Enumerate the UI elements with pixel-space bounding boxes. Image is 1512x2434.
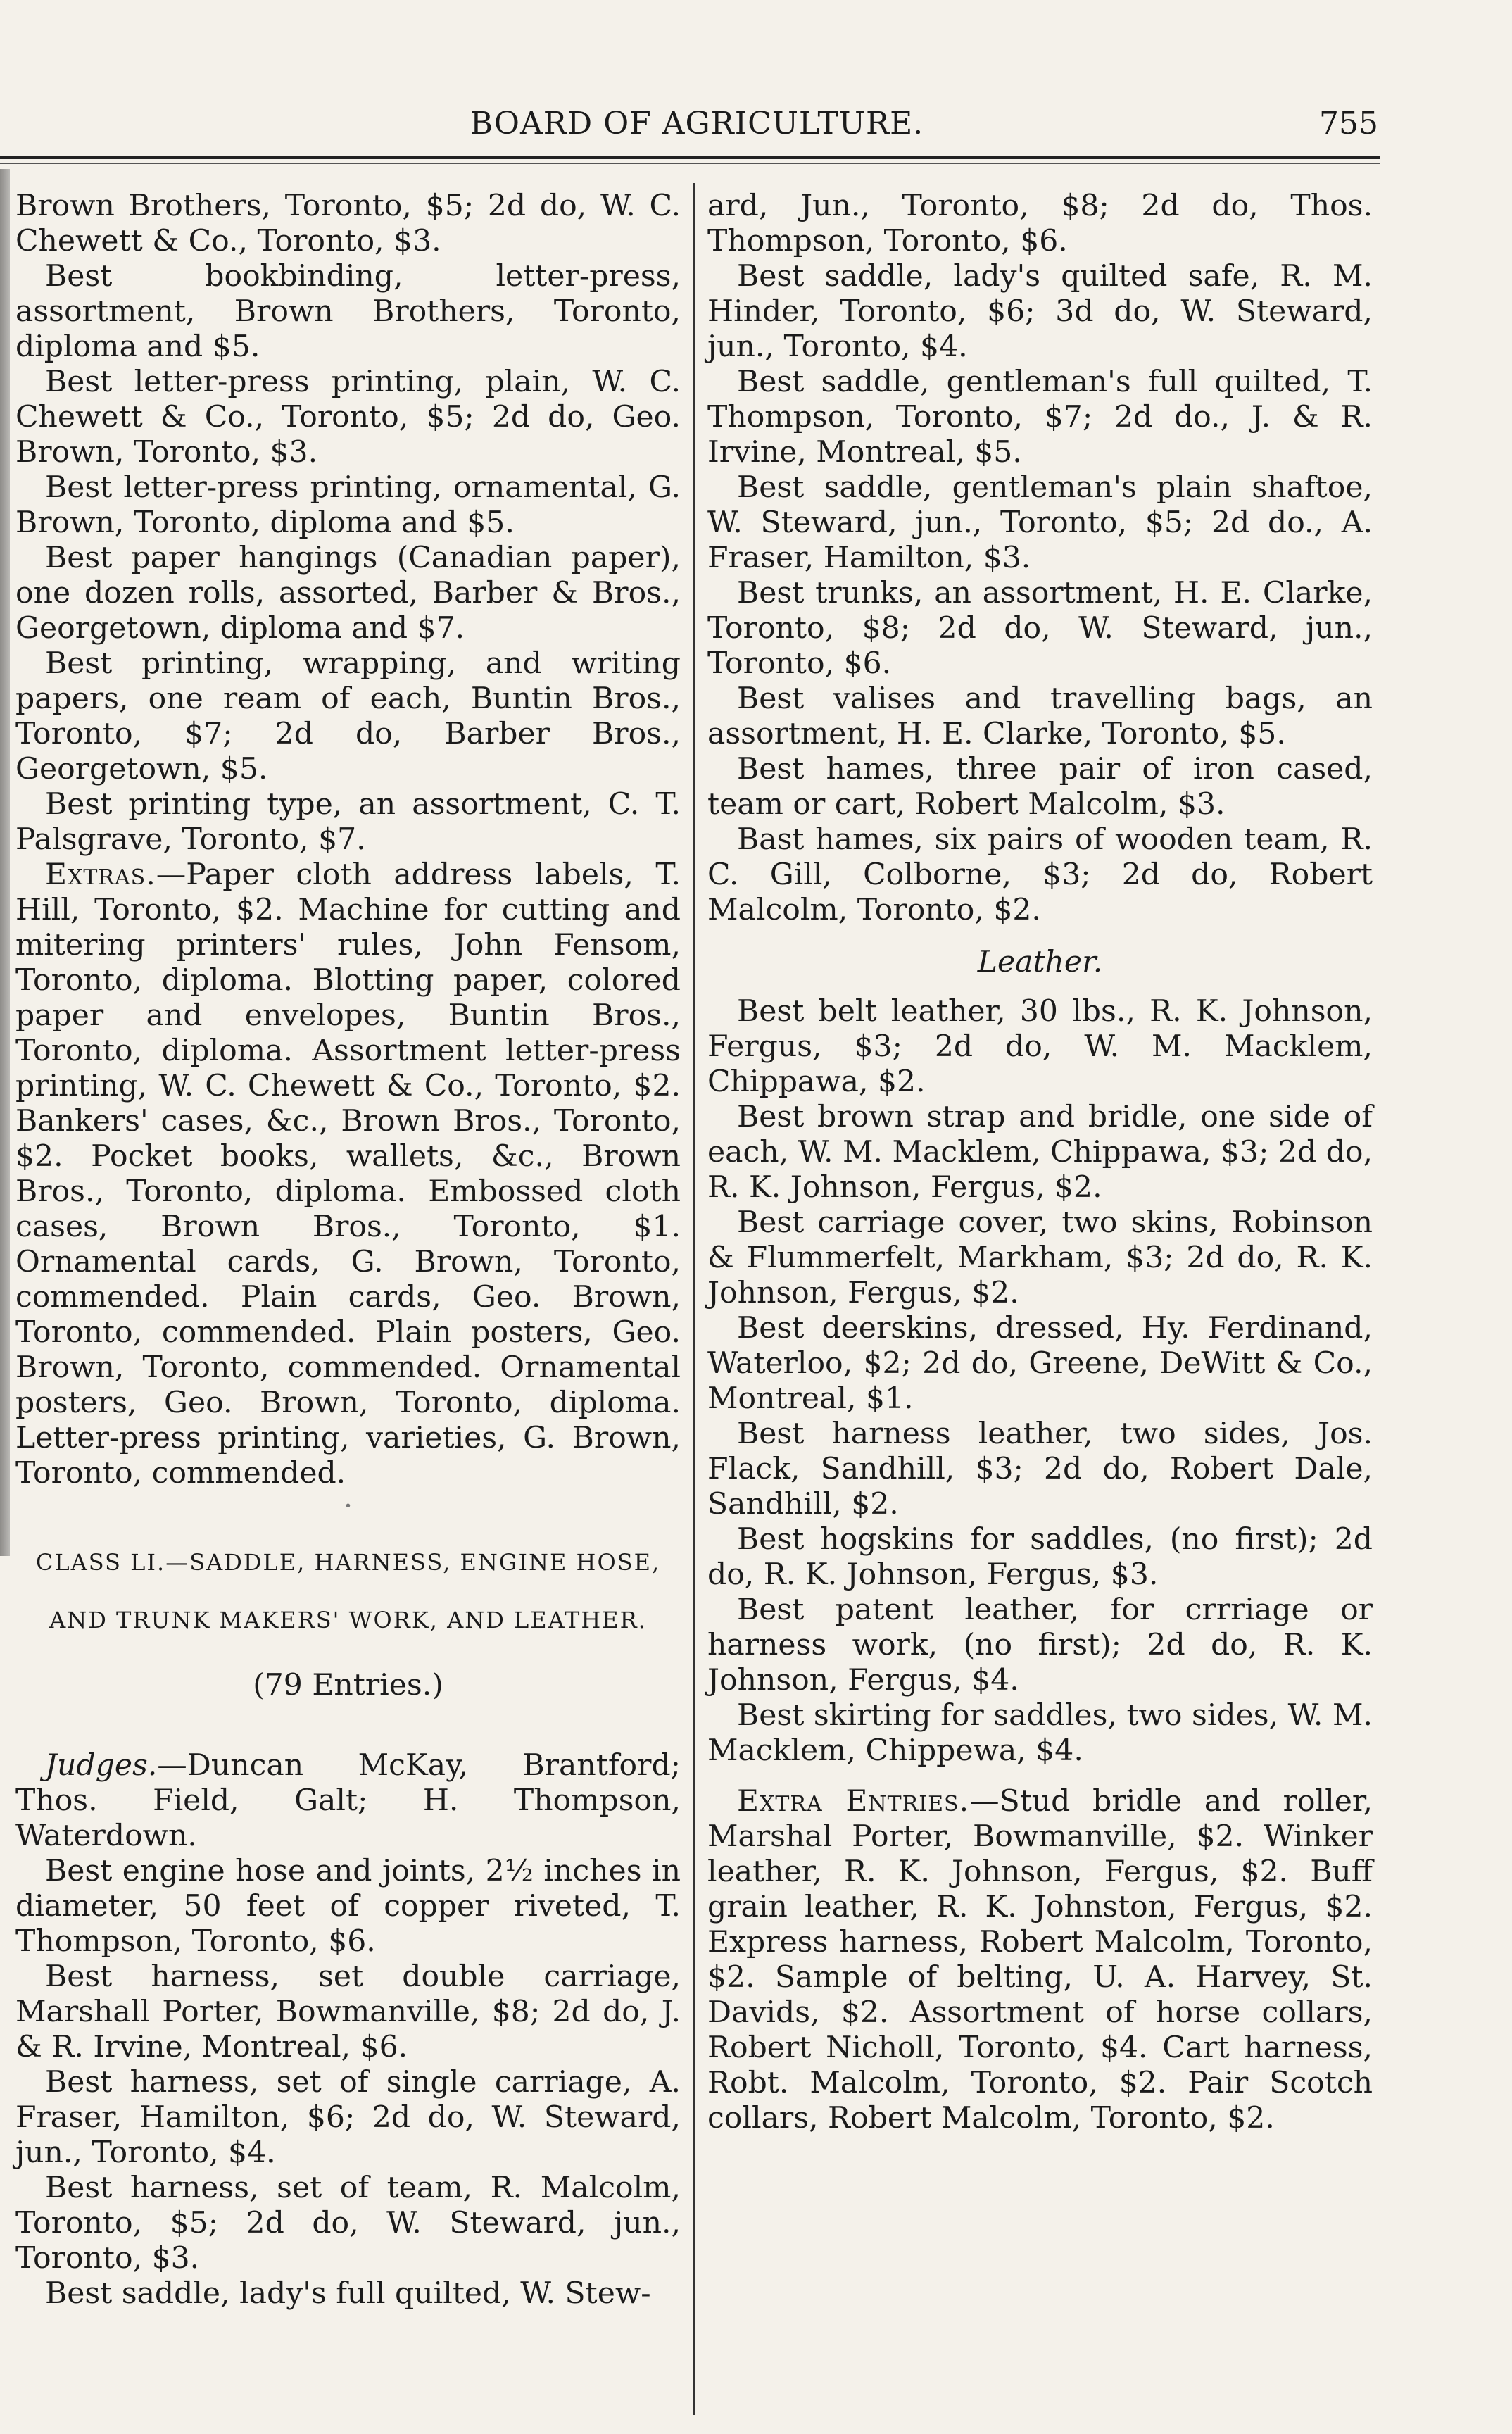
extra-entries-text: —Stud bridle and roller, Marshal Porter, Bowmanville, $2. Winker leather, R. K. Johnson, Fergus, $2. Buff grain leather, R. K. Johnston, Fergus, $2. Express harness, Robert Malcolm, Toronto, $2. Sample of belting, U. A. Harvey, St. Davids, $2. Assortment of horse collars, Robert Nicholl, Toronto, $4. Cart harness, Robt. Malcolm, Toronto, $2. Pair Scotch collars, Robert Malcolm, Toronto, $2. xyxy=(707,1784,1373,2135)
paragraph: Best harness, set double carriage, Marshall Porter, Bowmanville, $8; 2d do, J. & R. Irvine, Montreal, $6. xyxy=(15,1959,681,2064)
paragraph: Best saddle, lady's quilted safe, R. M. Hinder, Toronto, $6; 3d do, W. Steward, jun., Toronto, $4. xyxy=(707,259,1373,364)
paragraph: Bast hames, six pairs of wooden team, R. C. Gill, Colborne, $3; 2d do, Robert Malcolm, Toronto, $2. xyxy=(707,822,1373,927)
paragraph: Best saddle, gentleman's plain shaftoe, W. Steward, jun., Toronto, $5; 2d do., A. Fraser, Hamilton, $3. xyxy=(707,470,1373,575)
paragraph: Best saddle, lady's full quilted, W. Stew- xyxy=(45,2276,651,2311)
binding-shadow xyxy=(0,169,10,1556)
section-heading-text: Leather. xyxy=(977,945,1103,979)
paragraph: Best harness, set of single carriage, A. Fraser, Hamilton, $6; 2d do, W. Steward, jun., Toronto, $4. xyxy=(15,2065,681,2170)
entries-count: (79 Entries.) xyxy=(253,1667,443,1702)
header-rule-thin xyxy=(0,163,1380,164)
paragraph: Best hogskins for saddles, (no first); 2d do, R. K. Johnson, Fergus, $3. xyxy=(707,1522,1373,1592)
paragraph: Best brown strap and bridle, one side of each, W. M. Macklem, Chippawa, $3; 2d do, R. K. Johnson, Fergus, $2. xyxy=(707,1100,1373,1205)
paragraph: Best letter-press printing, plain, W. C. Chewett & Co., Toronto, $5; 2d do, Geo. Brown, Toronto, $3. xyxy=(15,365,681,470)
column-divider xyxy=(693,183,695,2415)
spacer xyxy=(707,1769,1373,1784)
page-header xyxy=(0,106,1512,162)
extras-paragraph xyxy=(15,858,681,1491)
left-column xyxy=(15,189,681,2311)
extra-entries-label: Extra Entries. xyxy=(737,1784,970,1819)
paragraph: Best hames, three pair of iron cased, team or cart, Robert Malcolm, $3. xyxy=(707,752,1373,822)
paragraph: Best belt leather, 30 lbs., R. K. Johnson, Fergus, $3; 2d do, W. M. Macklem, Chippawa, $2. xyxy=(707,994,1373,1099)
paragraph: Best skirting for saddles, two sides, W. M. Macklem, Chippewa, $4. xyxy=(707,1698,1373,1768)
extras-label: Extras. xyxy=(45,858,156,892)
spacer xyxy=(15,1733,681,1748)
paragraph: Best patent leather, for crrriage or harness work, (no first); 2d do, R. K. Johnson, Fergus, $4. xyxy=(707,1593,1373,1698)
separator-dot: · xyxy=(343,1489,353,1524)
section-heading xyxy=(707,945,1373,980)
right-column xyxy=(707,189,1373,2136)
class-heading: CLASS LI.—SADDLE, HARNESS, ENGINE HOSE, xyxy=(35,1549,661,1576)
paragraph: Best trunks, an assortment, H. E. Clarke, Toronto, $8; 2d do, W. Steward, jun., Toronto, $6. xyxy=(707,576,1373,681)
paragraph: Best paper hangings (Canadian paper), one dozen rolls, assorted, Barber & Bros., Georgetown, diploma and $7. xyxy=(15,541,681,646)
paragraph: Best engine hose and joints, 2½ inches in diameter, 50 feet of copper riveted, T. Thompson, Toronto, $6. xyxy=(15,1854,681,1959)
paragraph: ard, Jun., Toronto, $8; 2d do, Thos. Thompson, Toronto, $6. xyxy=(707,189,1373,258)
paragraph: Best letter-press printing, ornamental, G. Brown, Toronto, diploma and $5. xyxy=(15,470,681,540)
paragraph: Best saddle, gentleman's full quilted, T. Thompson, Toronto, $7; 2d do., J. & R. Irvine, Montreal, $5. xyxy=(707,365,1373,470)
paragraph: Best harness leather, two sides, Jos. Flack, Sandhill, $3; 2d do, Robert Dale, Sandhill, $2. xyxy=(707,1417,1373,1522)
page-number: 755 xyxy=(1319,106,1378,142)
paragraph: Best printing, wrapping, and writing papers, one ream of each, Buntin Bros., Toronto, $7; 2d do, Barber Bros., Georgetown, $5. xyxy=(15,646,681,786)
paragraph: Best deerskins, dressed, Hy. Ferdinand, Waterloo, $2; 2d do, Greene, DeWitt & Co., Montreal, $1. xyxy=(707,1311,1373,1416)
class-heading-continued: AND TRUNK MAKERS' WORK, AND LEATHER. xyxy=(49,1607,647,1633)
paragraph: Brown Brothers, Toronto, $5; 2d do, W. C. Chewett & Co., Toronto, $3. xyxy=(15,189,681,258)
extras-text: —Paper cloth address labels, T. Hill, Toronto, $2. Machine for cutting and mitering printers' rules, John Fensom, Toronto, diploma. Blotting paper, colored paper and envelopes, Buntin Bros., Toronto, diploma. Assortment letter-press printing, W. C. Chewett & Co., Toronto, $2. Bankers' cases, &c., Brown Bros., Toronto, $2. Pocket books, wallets, &c., Brown Bros., Toronto, diploma. Embossed cloth cases, Brown Bros., Toronto, $1. Ornamental cards, G. Brown, Toronto, commended. Plain cards, Geo. Brown, Toronto, commended. Plain posters, Geo. Brown, Toronto, commended. Ornamental posters, Geo. Brown, Toronto, diploma. Letter-press printing, varieties, G. Brown, Toronto, commended. xyxy=(15,858,681,1491)
judges-label: Judges. xyxy=(45,1748,158,1783)
extra-entries-paragraph xyxy=(707,1784,1373,2136)
paragraph: Best valises and travelling bags, an assortment, H. E. Clarke, Toronto, $5. xyxy=(707,682,1373,751)
paragraph: Best bookbinding, letter-press, assortment, Brown Brothers, Toronto, diploma and $5. xyxy=(15,259,681,364)
paragraph: Best harness, set of team, R. Malcolm, Toronto, $5; 2d do, W. Steward, jun., Toronto, $3. xyxy=(15,2171,681,2276)
judges-text: —Duncan McKay, Brantford; Thos. Field, Galt; H. Thompson, Waterdown. xyxy=(15,1748,681,1853)
paragraph: Best printing type, an assortment, C. T. Palsgrave, Toronto, $7. xyxy=(15,787,681,857)
paragraph: Best carriage cover, two skins, Robinson & Flummerfelt, Markham, $3; 2d do, R. K. Johnson, Fergus, $2. xyxy=(707,1205,1373,1310)
header-rule xyxy=(0,156,1380,159)
running-head: BOARD OF AGRICULTURE. xyxy=(470,106,924,142)
judges-paragraph xyxy=(15,1748,681,1854)
